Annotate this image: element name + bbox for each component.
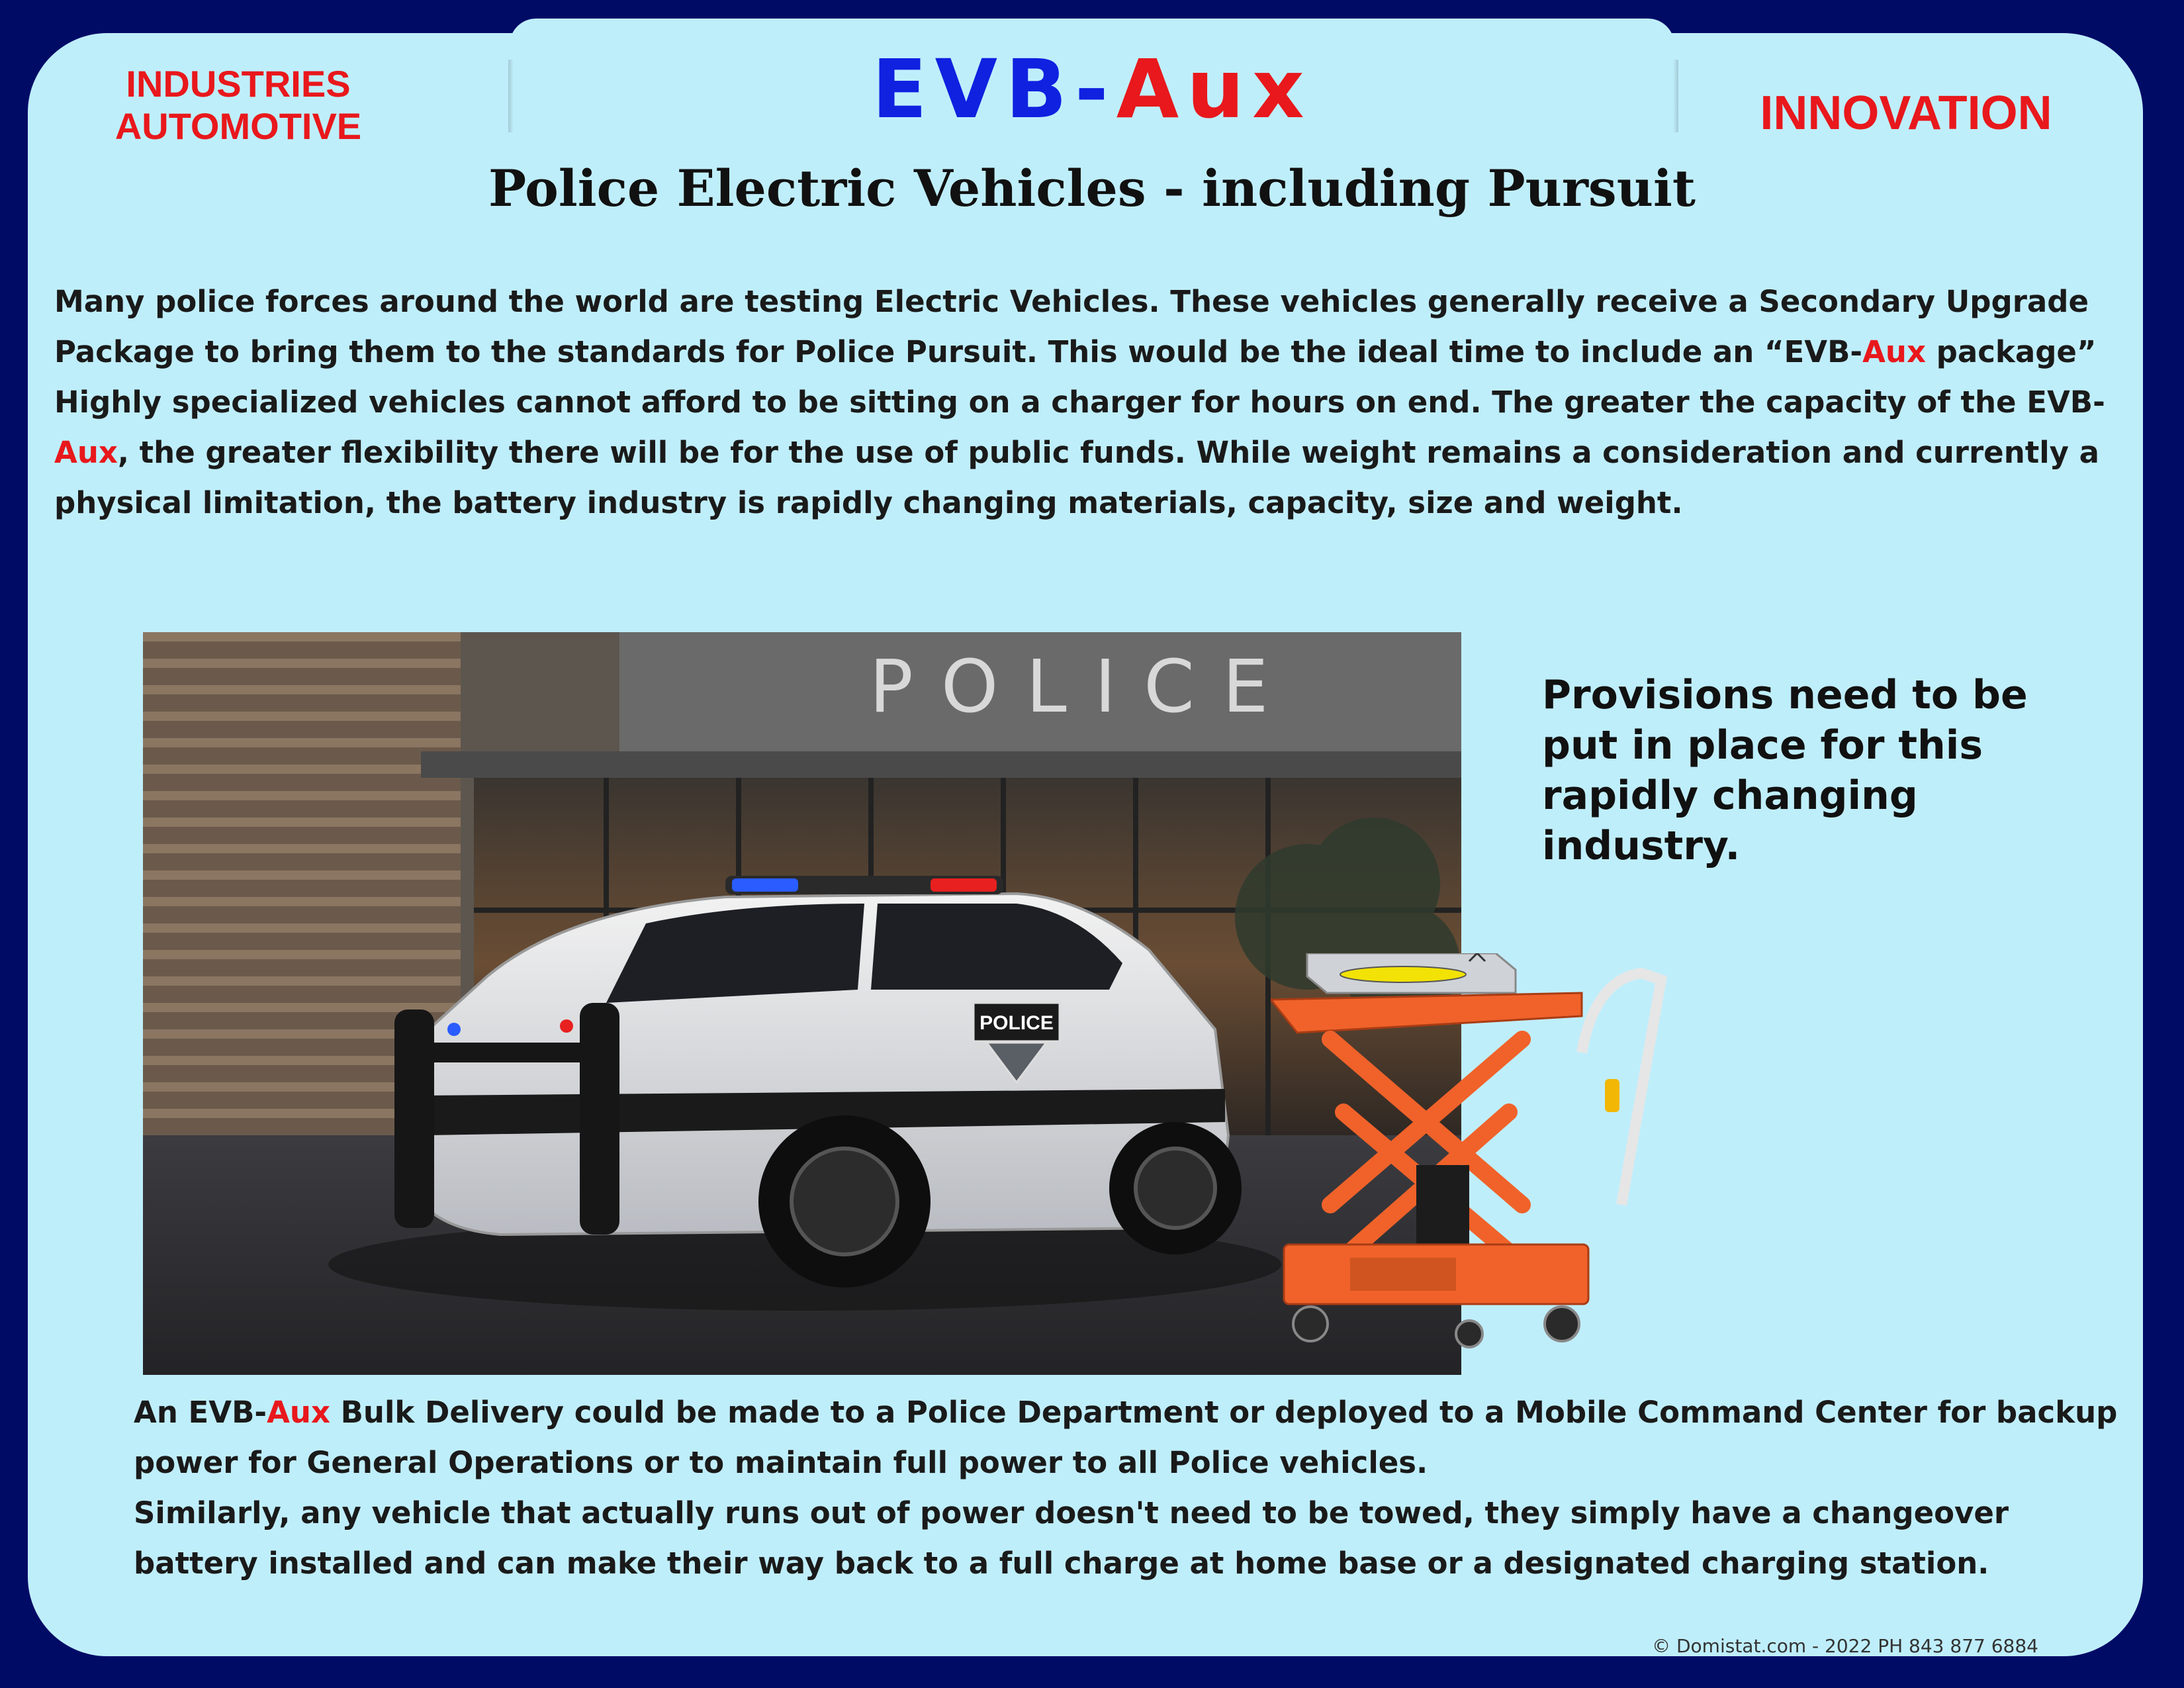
- cart-wheels: [1293, 1307, 1579, 1347]
- battery-pack: [1307, 953, 1516, 993]
- innovation-label: INNOVATION: [1760, 87, 2052, 140]
- lift-platform: [1271, 993, 1582, 1033]
- outro-p1-a: An EVB-: [134, 1395, 267, 1430]
- scissor-lift-illustration: [1271, 953, 1681, 1350]
- intro-text: [54, 277, 2119, 528]
- outro-text: [134, 1387, 2132, 1589]
- intro-p2-aux: Aux: [54, 435, 118, 470]
- door-badge-text: POLICE: [979, 1012, 1054, 1034]
- base-panel: [1350, 1258, 1456, 1291]
- outro-paragraph-1: [134, 1387, 2132, 1488]
- brand-title: [510, 40, 1674, 139]
- outro-paragraph-2: Similarly, any vehicle that actually runs out of power doesn't need to be towed, they simply have a changeover battery installed and can make their way back to a full charge at home base or a designated charging station.: [134, 1495, 2009, 1581]
- cart-handle: [1582, 973, 1661, 1205]
- copyright-footer: © Domistat.com - 2022 PH 843 877 6884: [1652, 1635, 2038, 1657]
- industry-line-1: INDUSTRIES: [126, 63, 351, 105]
- intro-paragraph-1: [54, 277, 2119, 377]
- scissor-lift-cart: [1271, 953, 1681, 1350]
- brand-aux: Aux: [1116, 42, 1312, 136]
- intro-p1-aux: Aux: [1862, 334, 1926, 369]
- intro-p2-b: , the greater flexibility there will be for the use of public funds. While weight remains a consideration and currently a physical limitation, the battery industry is rapidly changing materials, capacity, size and weight.: [54, 435, 2100, 520]
- building-sign: POLICE: [869, 644, 1297, 729]
- brand-evb: EVB-: [872, 42, 1116, 136]
- provisions-callout: Provisions need to be put in place for this rapidly changing industry.: [1542, 672, 2028, 869]
- outro-p1-aux: Aux: [267, 1395, 330, 1430]
- industry-line-2: AUTOMOTIVE: [114, 105, 362, 147]
- police-vehicle-photo: [143, 632, 1461, 1375]
- intro-p1-a: Many police forces around the world are testing Electric Vehicles. These vehicles generally receive a Secondary Upgrade Package to bring them to the standards for Police Pursuit. This would be the ideal time to include an “EVB-: [54, 284, 2089, 369]
- intro-p2-a: Highly specialized vehicles cannot afford to be sitting on a charger for hours on end. The greater the capacity of the EVB-: [54, 385, 2105, 420]
- police-scene-illustration: [143, 632, 1461, 1375]
- intro-paragraph-2: [54, 377, 2119, 528]
- industry-label: [99, 63, 377, 148]
- outro-p1-b: Bulk Delivery could be made to a Police Department or deployed to a Mobile Command Center for backup power for General Operations or to maintain full power to all Police vehicles.: [134, 1395, 2118, 1480]
- page-subtitle: Police Electric Vehicles - including Pursuit: [488, 159, 1696, 218]
- control-pendant: [1605, 1079, 1619, 1112]
- hydraulic-cylinder: [1416, 1165, 1469, 1244]
- intro-p1-b: package”: [1925, 334, 2097, 369]
- facade-canopy: [421, 751, 1461, 778]
